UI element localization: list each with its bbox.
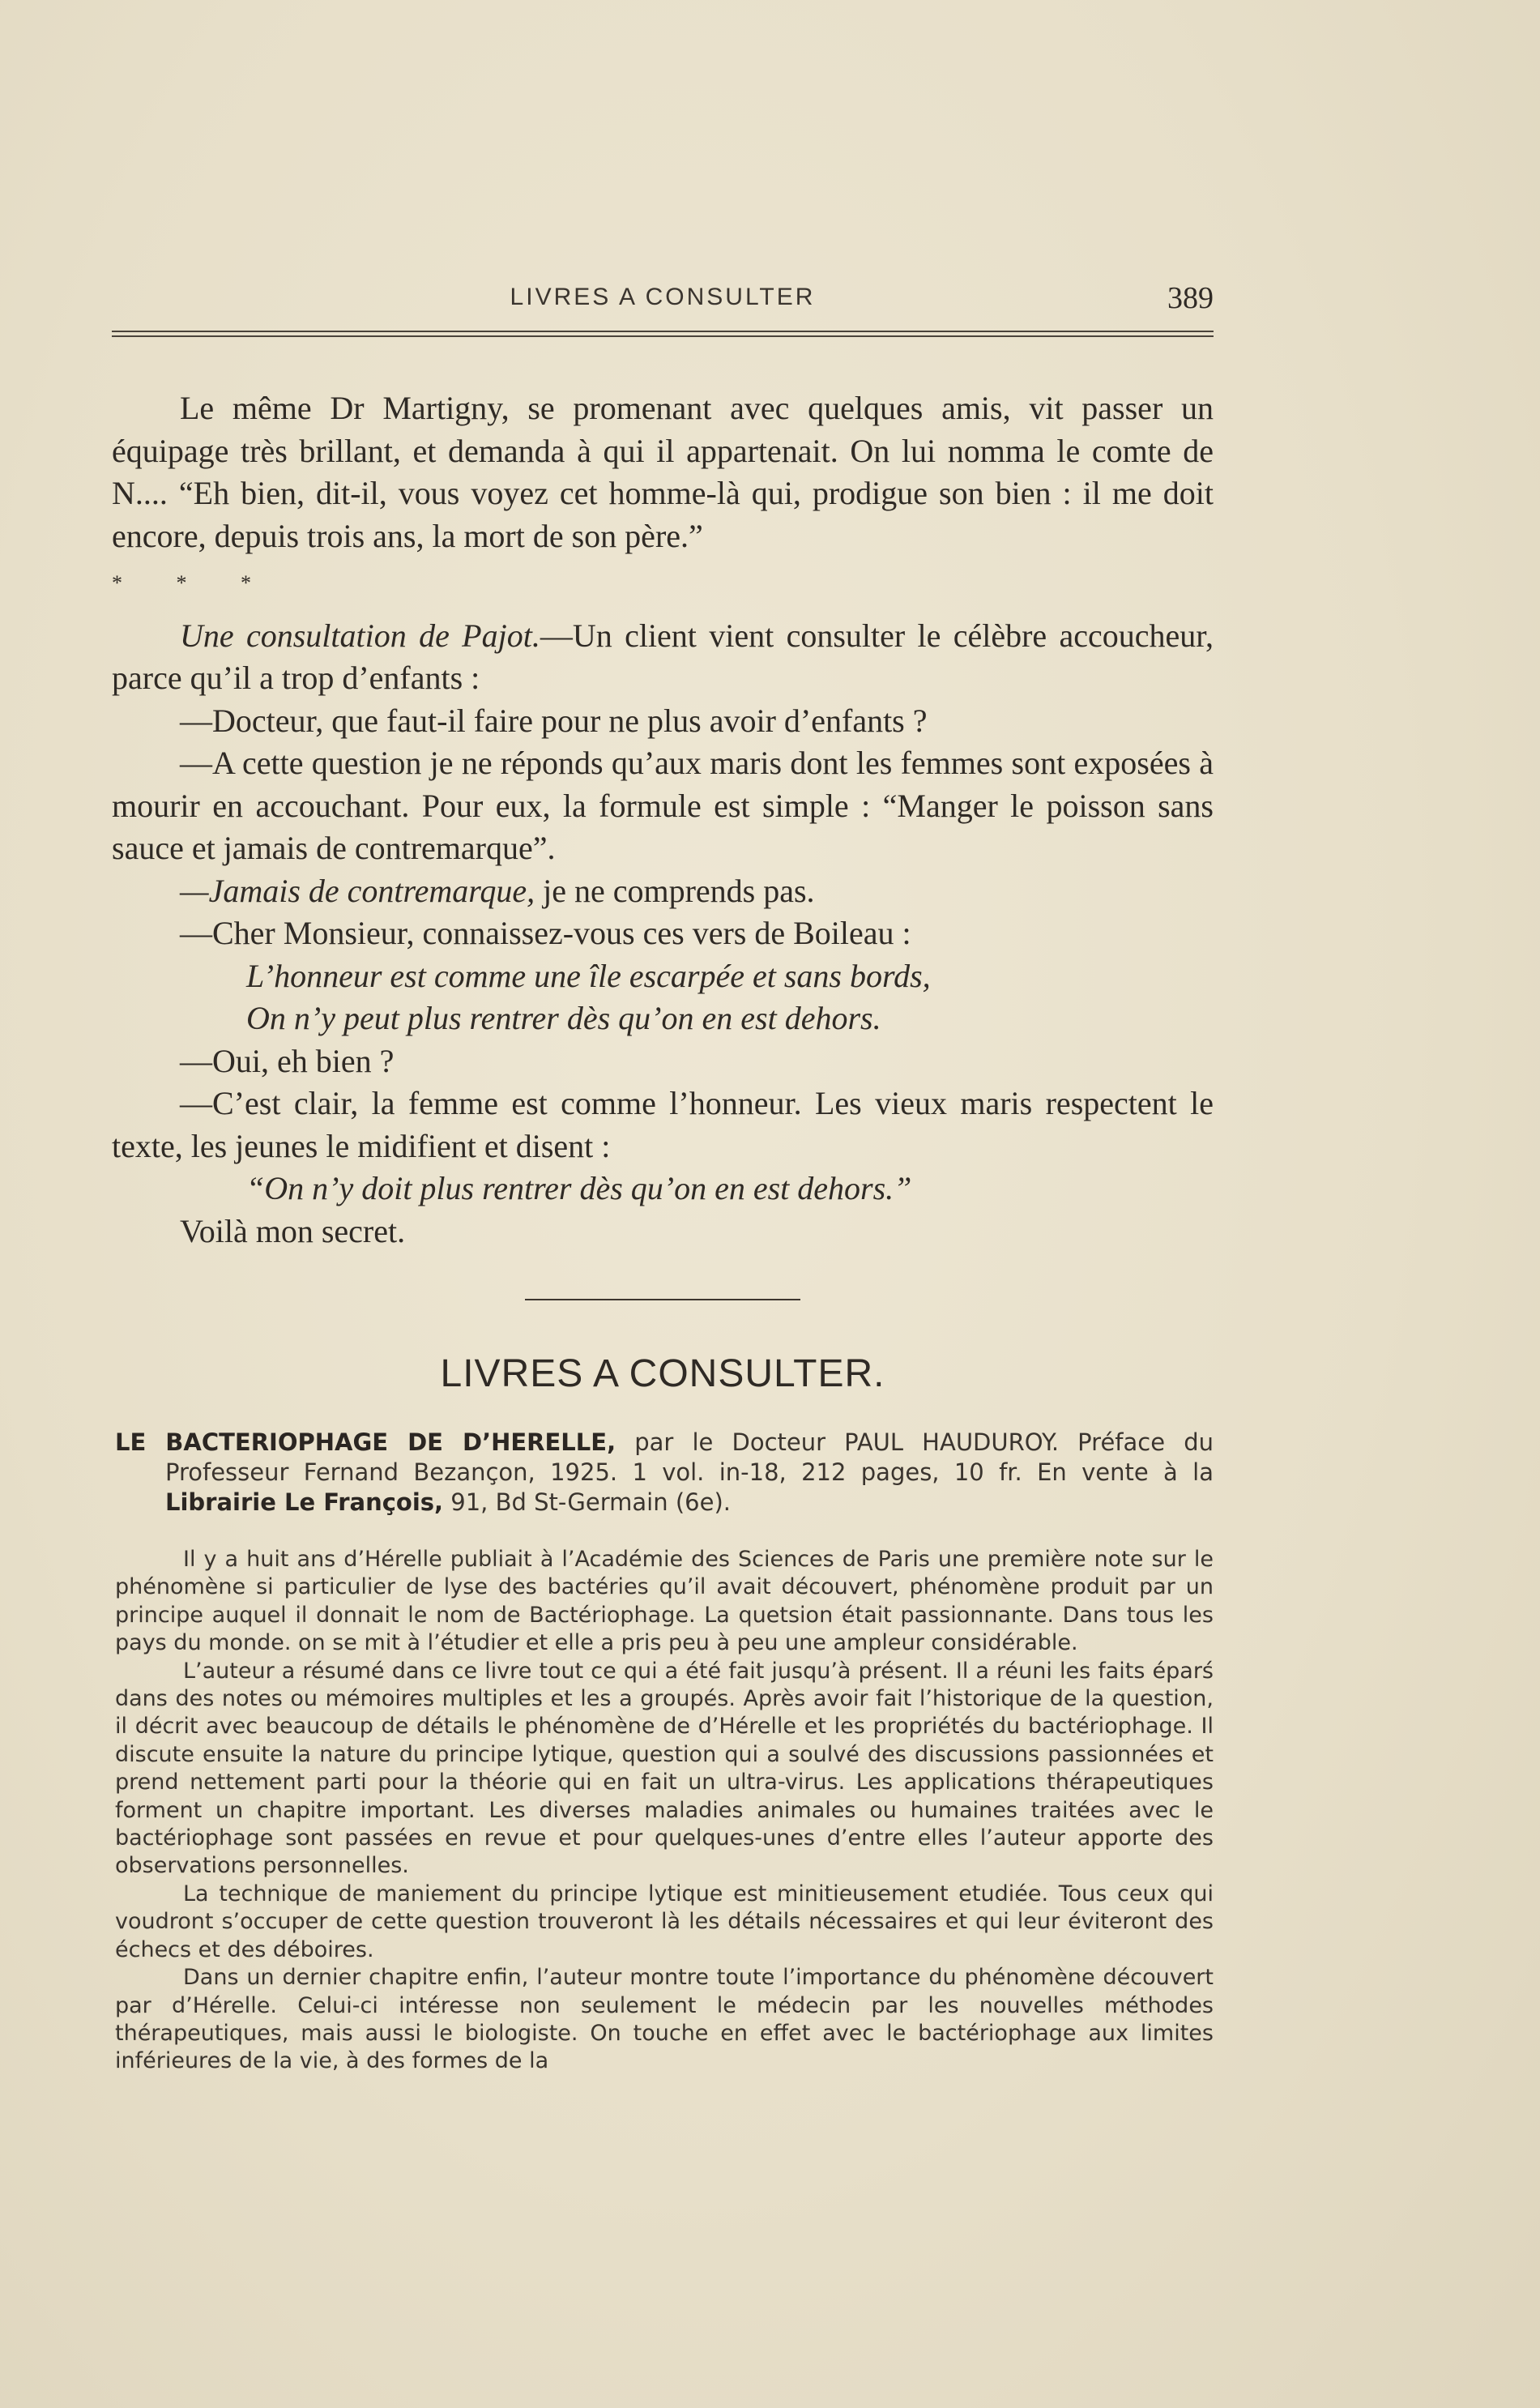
dialogue-line: —Oui, eh bien ?	[180, 1042, 395, 1079]
section-separator-rule	[525, 1299, 800, 1300]
book-title: LE BACTERIOPHAGE DE D’HERELLE,	[115, 1428, 616, 1456]
dialogue-rest: je ne comprends pas.	[535, 872, 815, 909]
anecdote-pajot-intro	[112, 615, 1214, 700]
dialogue-line	[112, 870, 1214, 913]
review-paragraph: Dans un dernier chapitre enfin, l’auteur montre toute l’importance du phénomène découvert par d’Hérelle. Celui-ci intéresse non seulement le médecin par les nouvelles méthodes thérapeutiques, mais aussi le biologiste. On touche en effet avec le bactériophage aux limites inférieures de la vie, à des formes de la	[115, 1965, 1214, 2074]
section-title: LIVRES A CONSULTER.	[440, 1352, 885, 1395]
dialogue-line: —Docteur, que faut-il faire pour ne plus avoir d’enfants ?	[180, 702, 928, 739]
book-review	[115, 1546, 1214, 2076]
dialogue-line: —A cette question je ne réponds qu’aux maris dont les femmes sont exposées à mourir en accouchant. Pour eux, la formule est simple : “Manger le poisson sans sauce et jamais de contremarque”.	[112, 745, 1214, 866]
book-details: par le Docteur PAUL HAUDUROY. Préface du Professeur Fernand Bezançon, 1925. 1 vol. in-18, 212 pages, 10 fr. En vente à la	[165, 1428, 1214, 1486]
running-title: LIVRES A CONSULTER	[510, 284, 816, 310]
section-stars: * * *	[112, 571, 275, 595]
book-reference-entry	[115, 1428, 1214, 1518]
review-paragraph: L’auteur a résumé dans ce livre tout ce qui a été fait jusqu’à présent. Il a réuni les faits éparś dans des notes ou mémoires multiples et les a groupés. Après avoir fait l’historique de la question, il décrit avec beaucoup de détails le phénomène de d’Hérelle et les propriétés du bactériophage. Il discute ensuite la nature du principe lytique, question qui a soulvé des discussions passionnées et prend nettement parti pour la théorie qui en fait un ultra-virus. Les applications thérapeutiques forment un chapitre important. Les diverses maladies animales ou humaines traitées avec le bactériophage sont passées en revue et pour quelques-unes d’entre elles l’auteur apporte des observations personnelles.	[115, 1658, 1214, 1879]
anecdote-title: Une consultation de Pajot.	[180, 617, 540, 654]
anecdote-pajot-text: —Un client vient consulter le célèbre accoucheur, parce qu’il a trop d’enfants :	[112, 617, 1214, 696]
anecdote-martigny: Le même Dr Martigny, se promenant avec quelques amis, vit passer un équipage très brillant, et demanda à qui il appartenait. On lui nomma le comte de N.... “Eh bien, dit-il, vous voyez cet homme-là qui, prodigue son bien : il me doit encore, depuis trois ans, la mort de son père.”	[112, 390, 1214, 554]
header-double-rule	[112, 331, 1214, 337]
dialogue-line: Voilà mon secret.	[180, 1212, 406, 1249]
dialogue-italic: —Jamais de contremarque,	[180, 872, 535, 909]
anecdotes-section	[112, 387, 1214, 1253]
review-paragraph: La technique de maniement du principe lytique est minitieusement etudiée. Tous ceux qui voudront s’occuper de cette question trouveront là les détails nécessaires et qui leur éviteront des échecs et des déboires.	[115, 1881, 1214, 1962]
verse-line: “On n’y doit plus rentrer dès qu’on en est dehors.”	[246, 1170, 912, 1206]
book-reference	[115, 1428, 1214, 1518]
publisher-name: Librairie Le François,	[165, 1488, 444, 1516]
page-number: 389	[1167, 281, 1214, 315]
verse-line: L’honneur est comme une île escarpée et sans bords,	[246, 957, 931, 994]
publisher-address: 91, Bd St-Germain (6e).	[443, 1488, 731, 1516]
dialogue-line: —C’est clair, la femme est comme l’honneur. Les vieux maris respectent le texte, les jeunes le midifient et disent :	[112, 1085, 1214, 1164]
running-header	[112, 281, 1214, 324]
verse-line: On n’y peut plus rentrer dès qu’on en est dehors.	[246, 1000, 881, 1036]
dialogue-line: —Cher Monsieur, connaissez-vous ces vers de Boileau :	[180, 915, 911, 951]
review-paragraph: Il y a huit ans d’Hérelle publiait à l’Académie des Sciences de Paris une première note sur le phénomène si particulier de lyse des bactéries qu’il avait découvert, phénomène produit par un principe auquel il donnait le nom de Bactériophage. La quetsion était passionnante. Dans tous les pays du monde. on se mit à l’étudier et elle a pris peu à peu une ampleur considérable.	[115, 1547, 1214, 1656]
